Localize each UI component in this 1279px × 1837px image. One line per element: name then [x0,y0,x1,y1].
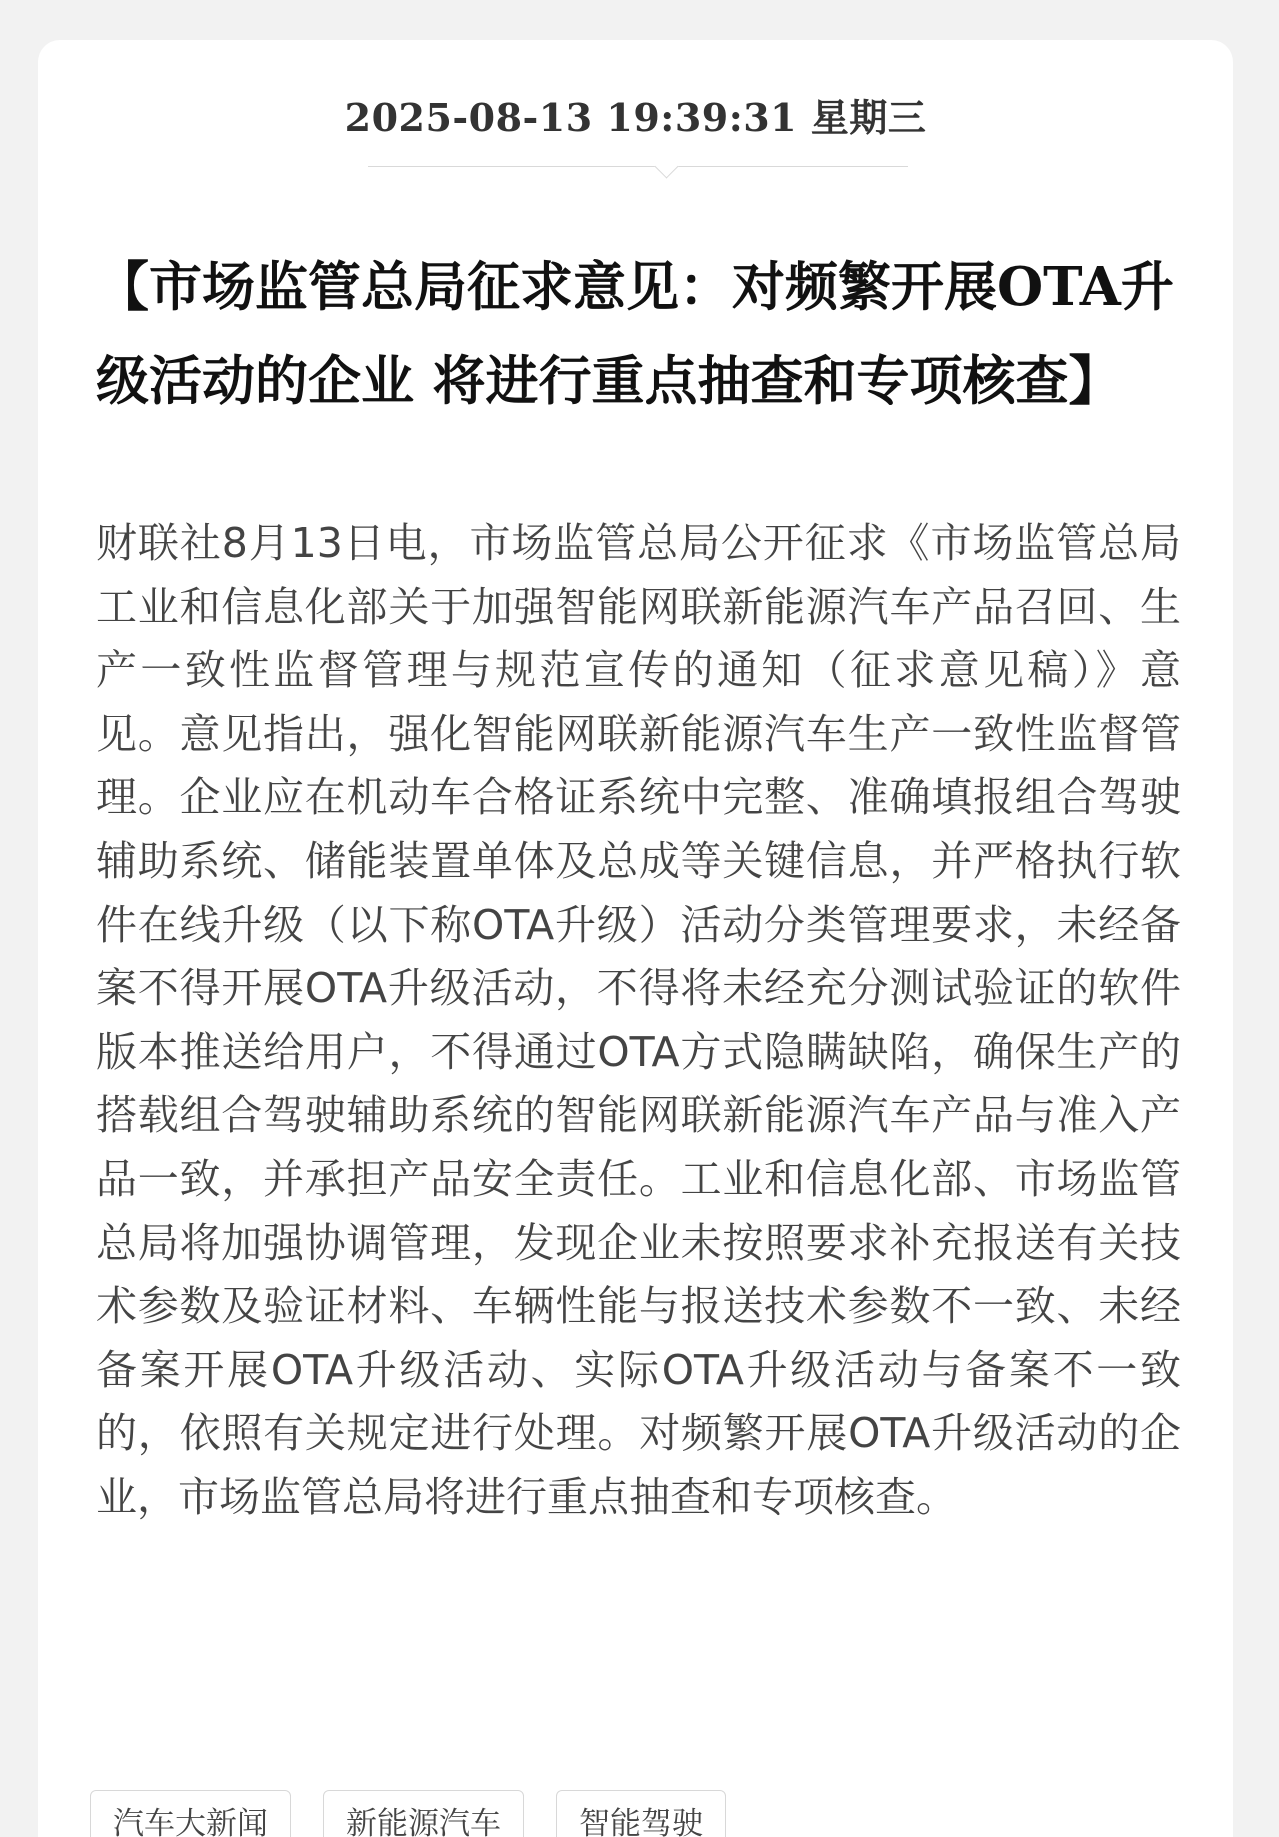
article-card [38,40,1233,1837]
datetime-divider [368,166,908,167]
article-headline: 【市场监管总局征求意见：对频繁开展OTA升级活动的企业 将进行重点抽查和专项核查】 [96,256,1174,412]
article-body: 财联社8月13日电，市场监管总局公开征求《市场监管总局 工业和信息化部关于加强智能网联新能源汽车产品召回、生产一致性监督管理与规范宣传的通知（征求意见稿）》意见。意见指出，强化智能网联新能源汽车生产一致性监督管理。企业应在机动车合格证系统中完整、准确填报组合驾驶辅助系统、储能装置单体及总成等关键信息，并严格执行软件在线升级（以下称OTA升级）活动分类管理要求，未经备案不得开展OTA升级活动，不得将未经充分测试验证的软件版本推送给用户，不得通过OTA方式隐瞒缺陷，确保生产的搭载组合驾驶辅助系统的智能网联新能源汽车产品与准入产品一致，并承担产品安全责任。工业和信息化部、市场监管总局将加强协调管理，发现企业未按照要求补充报送有关技术参数及验证材料、车辆性能与报送技术参数不一致、未经备案开展OTA升级活动、实际OTA升级活动与备案不一致的，依照有关规定进行处理。对频繁开展OTA升级活动的企业，市场监管总局将进行重点抽查和专项核查。 [96,519,1181,1521]
tag-list [90,1790,726,1837]
tag-chip[interactable]: 汽车大新闻 [90,1790,291,1837]
divider-caret [654,154,678,178]
tag-chip[interactable]: 智能驾驶 [556,1790,726,1837]
tag-chip[interactable]: 新能源汽车 [323,1790,524,1837]
datetime-header [38,93,1233,143]
publish-datetime: 2025-08-13 19:39:31 星期三 [344,95,927,140]
